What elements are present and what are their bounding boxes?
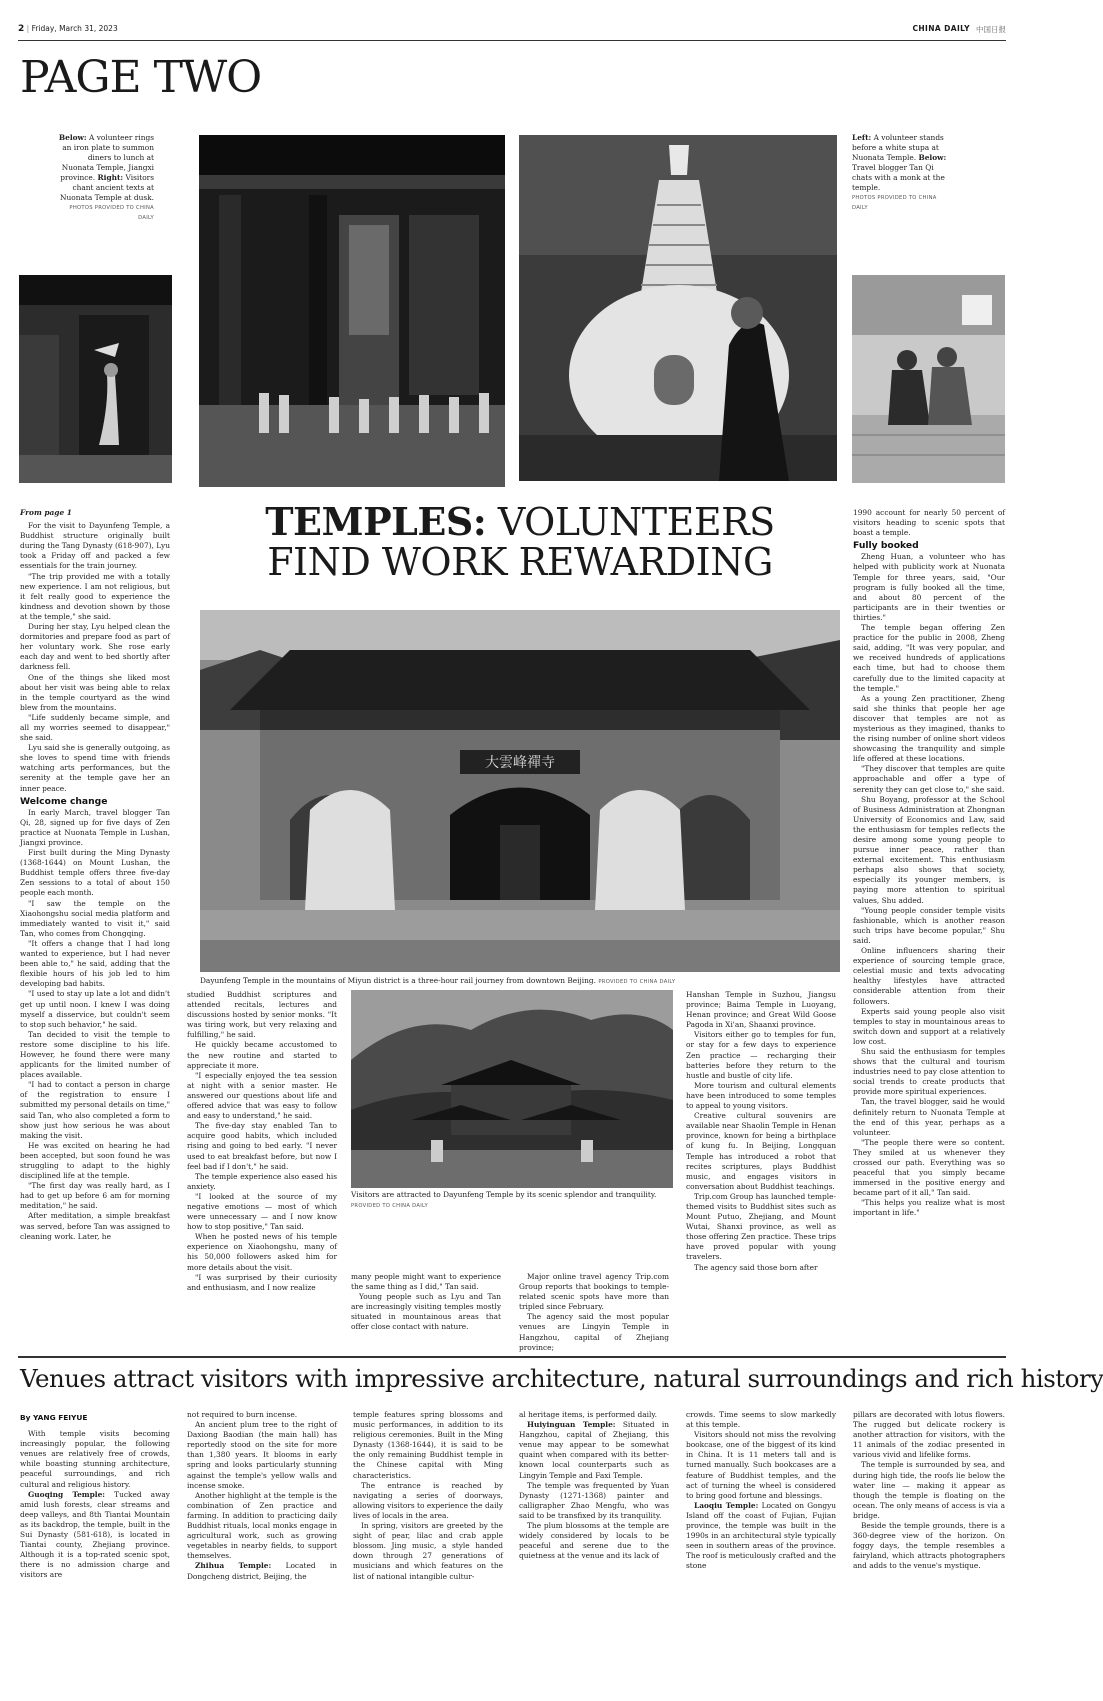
article-column-right: 1990 account for nearly 50 percent of visitors heading to scenic spots that boast a temple. Fully booked Zheng Huan, a volunteer who has helped with publicity work at Nuonata Temple for three years, said, "Our program is fully booked all the time, and about 80 percent of the participants are in their twenties or thirties." The temple began offering Zen practice for the public in 2008, Zheng said, adding, "It was very popular, and we received hundreds of applications each time, but had to choose them carefully due to the limited capacity at the temple." As a young Zen practitioner, Zheng said she thinks that people her age discover that temples are not as mysterious as they imagined, thanks to the rising number of online short videos showcasing the tranquility and simple life offered at these locations. "They discover that temples are quite approachable and offer a type of serenity they can get close to," she said. Shu Boyang, professor at the School of Business Administration at Zhongnan University of Economics and Law, said the enthusiasm for temples reflects the desire among some young people to pursue inner peace, rather than external excitement. This enthusiasm perhaps also shows that society, especially its younger members, is paying more attention to spiritual values, Shu added. "Young people consider temple visits fashionable, which is another reason such trips have become popular," Shu said. Online influencers sharing their experience of sourcing temple grace, celestial music and texts advocating healthy lifestyles have attracted considerable attention from their followers. Experts said young people also visit temples to stay in mountainous areas to switch down and support at a relatively low cost. Shu said the enthusiasm for temples shows that the cultural and tourism industries need to pay close attention to social trends to create products that provide more spiritual experiences. Tan, the travel blogger, said he would definitely return to Nuonata Temple at the end of this year, perhaps as a volunteer. "The people there were so content. They smiled at us whenever they crossed our path. Everything was so peaceful that you simply became immersed in the positive energy and became part of it all," Tan said. "This helps you realize what is most important in life."	[853, 508, 1005, 1218]
photo-chanting-dusk	[199, 135, 505, 487]
header-bar	[18, 24, 1006, 38]
article-column-left: From page 1 For the visit to Dayunfeng Temple, a Buddhist structure originally built during the Tang Dynasty (618-907), Lyu took a Friday off and packed a few essentials for the train journey. "The trip provided me with a totally new experience. I am not religious, but it felt really good to experience the kindness and devotion shown by those at the temple," she said. During her stay, Lyu helped clean the dormitories and prepare food as part of her voluntary work. She rose early each day and went to bed shortly after darkness fell. One of the things she liked most about her visit was being able to relax in the temple courtyard as the wind blew from the mountains. "Life suddenly became simple, and all my worries seemed to disappear," she said. Lyu said she is generally outgoing, as she loves to spend time with friends watching arts performances, but the serenity at the temple gave her an inner peace. Welcome change In early March, travel blogger Tan Qi, 28, signed up for five days of Zen practice at Nuonata Temple in Lushan, Jiangxi province. First built during the Ming Dynasty (1368-1644) on Mount Lushan, the Buddhist temple offers three five-day Zen sessions to a total of about 150 people each month. "I saw the temple on the Xiaohongshu social media platform and immediately wanted to visit it," said Tan, who comes from Chongqing. "It offers a change that I had long wanted to experience, but I had never been able to," he said, adding that the flexible hours of his job led to him developing bad habits. "I used to stay up late a lot and didn't get up until noon. I knew I was doing myself a disservice, but couldn't seem to stop such behavior," he said. Tan decided to visit the temple to restore some discipline to his life. However, he found there were many applicants for the limited number of places available. "I had to contact a person in charge of the registration to ensure I submitted my personal details on time," said Tan, who also completed a form to show just how serious he was about making the visit. He was excited on hearing he had been accepted, but soon found he was struggling to adapt to the highly disciplined life at the temple. "The first day was really hard, as I had to get up before 6 am for morning meditation," he said. After meditation, a simple breakfast was served, before Tan was assigned to cleaning work. Later, he	[20, 508, 170, 1241]
bottom-column-5: crowds. Time seems to slow markedly at this temple. Visitors should not miss the revolving bookcase, one of the biggest of its kind in China. It is 11 meters tall and is turned manually. Such bookcases are a feature of Buddhist temples, and the act of turning the wheel is considered to bring good fortune and blessings. Laoqiu Temple: Located on Gongyu Island off the coast of Fujian, Fujian province, the temple was built in the 1990s in an architectural style typically seen in southern areas of the province. The roof is meticulously crafted and the stone	[686, 1410, 837, 1571]
bottom-section-rule	[18, 1356, 1006, 1358]
paper-name: CHINA DAILY	[912, 24, 970, 33]
article-column-mid-4: Hanshan Temple in Suzhou, Jiangsu province; Baima Temple in Luoyang, Henan province; and Great Wild Goose Pagoda in Xi'an, Shaanxi province. Visitors either go to temples for fun, or stay for a few days to experience Zen practice — recharging their batteries before they return to the hustle and bustle of city life. More tourism and cultural elements have been introduced to some temples to appeal to young visitors. Creative cultural souvenirs are available near Shaolin Temple in Henan province, known for being a birthplace of kung fu. In Beijing, Longquan Temple has introduced a robot that recites scriptures, plays Buddhist music, and engages visitors in conversation about Buddhist teachings. Trip.com Group has launched temple-themed visits to Buddhist sites such as Mount Putuo, Zhejiang, and Mount Wutai, Shanxi province, as well as those offering Zen practice. These trips have proved popular with young travelers. The agency said those born after	[686, 990, 836, 1272]
photo-dayunfeng-mountains	[351, 990, 673, 1188]
photo-white-stupa	[519, 135, 837, 481]
photo-iron-plate	[19, 275, 172, 483]
main-photo-caption: Dayunfeng Temple in the mountains of Miyun district is a three-hour rail journey from downtown Beijing. PROVIDED TO CHINA DAILY	[200, 976, 676, 985]
paper-name-chinese: 中国日报	[976, 25, 1006, 34]
bottom-headline: Venues attract visitors with impressive architecture, natural surroundings and rich history	[20, 1364, 1103, 1393]
subhead-welcome-change: Welcome change	[20, 795, 108, 807]
article-column-mid-2: many people might want to experience the same thing as I did," Tan said. Young people such as Lyu and Tan are increasingly visiting temples mostly situated in mountainous areas that offer close contact with nature.	[351, 1272, 501, 1332]
bottom-column-3: temple features spring blossoms and music performances, in addition to its religious ceremonies. Built in the Ming Dynasty (1368-1644), it is said to be the only remaining Buddhist temple in the Chinese capital with Ming characteristics. The entrance is reached by navigating a series of doorways, allowing visitors to experience the daily lives of locals in the area. In spring, visitors are greeted by the sight of pear, lilac and crab apple blossom. Jing music, a style handed down through 27 generations of musicians and which features on the list of national intangible cultur-	[353, 1410, 503, 1581]
top-right-caption: Left: A volunteer stands before a white stupa at Nuonata Temple. Below: Travel blogger Tan Qi chats with a monk at the temple. PHOTOS PROVIDED TO CHINA DAILY	[852, 133, 947, 211]
bottom-column-4: al heritage items, is performed daily. Huiyinguan Temple: Situated in Hangzhou, capital of Zhejiang, this venue may appear to be somewhat quaint when compared with its better-known local counterparts such as Lingyin Temple and Faxi Temple. The temple was frequented by Yuan Dynasty (1271-1368) painter and calligrapher Zhao Mengfu, who was said to be transfixed by its tranquility. The plum blossoms at the temple are widely considered by locals to be peaceful and serene due to the quietness at the venue and its lack of	[519, 1410, 669, 1561]
gate-plaque: 大雲峰禪寺	[485, 755, 555, 771]
photo-blogger-monk	[852, 275, 1005, 483]
headline-rest: VOLUNTEERS	[497, 500, 775, 544]
bottom-column-6: pillars are decorated with lotus flowers. The rugged but delicate rockery is another attraction for visitors, with the 11 animals of the zodiac presented in various vivid and lifelike forms. The temple is surrounded by sea, and during high tide, the roofs lie below the water line — making it appear as though the temple is floating on the ocean. The only means of access is via a bridge. Beside the temple grounds, there is a 360-degree view of the horizon. On foggy days, the temple resembles a fairyland, which attracts photographers and adds to the venue's mystique.	[853, 1410, 1005, 1571]
header-separator: |	[26, 24, 32, 33]
headline-bold: TEMPLES:	[265, 499, 487, 544]
bottom-column-2: not required to burn incense. An ancient plum tree to the right of Daxiong Baodian (the main hall) has reportedly stood on the site for more than 1,380 years. It blooms in early spring and looks particularly stunning against the temple's yellow walls and incense smoke. Another highlight at the temple is the combination of Zen practice and farming. In addition to practicing daily Buddhist rituals, local monks engage in agricultural work, such as growing vegetables in nearby fields, to support themselves. Zhihua Temple: Located in Dongcheng district, Beijing, the	[187, 1410, 338, 1581]
subhead-fully-booked: Fully booked	[853, 540, 919, 552]
article-column-mid-3: Major online travel agency Trip.com Group reports that bookings to temple-related scenic spots have more than tripled since February. The agency said the most popular venues are Lingyin Temple in Hangzhou, capital of Zhejiang province;	[519, 1272, 669, 1352]
headline-line-1	[200, 499, 840, 544]
page-number: 2	[18, 24, 25, 34]
header-date: Friday, March 31, 2023	[31, 24, 118, 33]
header-rule	[18, 40, 1006, 41]
bottom-column-1: By YANG FEIYUE With temple visits becoming increasingly popular, the following venues are relatively free of crowds, while boasting stunning architecture, peaceful surroundings, and rich cultural and religious history. Guoqing Temple: Tucked away amid lush forests, clear streams and deep valleys, and 8th Tiantai Mountain as its backdrop, the temple, built in the Sui Dynasty (581-618), is located in Tiantai county, Zhejiang province. Although it is a top-rated scenic spot, there is no admission charge and visitors are	[20, 1413, 170, 1580]
bottom-byline: By YANG FEIYUE	[20, 1413, 88, 1422]
inset-photo-caption: Visitors are attracted to Dayunfeng Temple by its scenic splendor and tranquility. PROVIDED TO CHINA DAILY	[351, 1190, 657, 1209]
section-title: PAGE TWO	[20, 52, 262, 103]
photo-dayunfeng-gate	[200, 610, 840, 972]
main-headline	[200, 499, 840, 584]
article-column-mid-1: studied Buddhist scriptures and attended recitals, lectures and discussions hosted by senior monks. "It was tiring work, but very relaxing and fulfilling," he said. He quickly became accustomed to the new routine and started to appreciate it more. "I especially enjoyed the tea session at night with a senior master. He answered our questions about life and offered advice that was easy to follow and easy to understand," he said. The five-day stay enabled Tan to acquire good habits, which included rising and going to bed early. "I never used to eat breakfast before, but now I feel bad if I don't," he said. The temple experience also eased his anxiety. "I looked at the source of my negative emotions — most of which were unnecessary — and I now know how to stop positive," Tan said. When he posted news of his temple experience on Xiaohongshu, many of his 50,000 followers asked him for more details about the visit. "I was surprised by their curiosity and enthusiasm, and I now realize	[187, 990, 337, 1292]
top-left-caption: Below: A volunteer rings an iron plate to summon diners to lunch at Nuonata Temple, Jiangxi province. Right: Visitors chant ancient texts at Nuonata Temple at dusk. PHOTOS PROVIDED TO CHINA DAILY	[58, 133, 154, 221]
headline-line-2: FIND WORK REWARDING	[267, 540, 773, 584]
